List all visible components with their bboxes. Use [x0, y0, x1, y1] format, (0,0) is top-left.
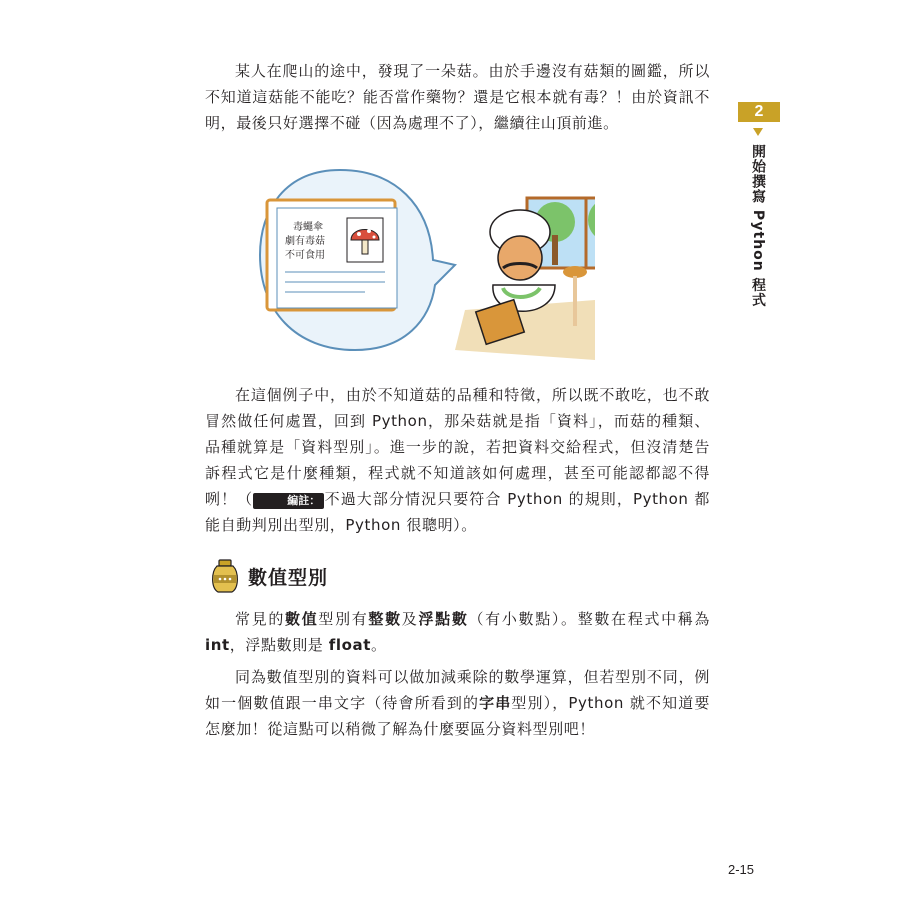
text-span: 型別有: [318, 610, 369, 628]
text-span: 同為數值型別的資料可以做加減乘除的數學運算，但若型別不同，例如一個數值跟一串文字（待會所看到的: [205, 668, 710, 712]
text-span: 。: [371, 636, 387, 654]
text-span: （有小數點）。整數在程式中稱為: [468, 610, 711, 628]
bold-term: 字串: [479, 694, 512, 712]
bold-term: 整數: [368, 610, 402, 628]
thought-bubble: [260, 170, 455, 350]
bold-term: float: [328, 636, 372, 654]
bold-term: 數值: [285, 610, 319, 628]
intro-text: 某人在爬山的途中，發現了一朵菇。由於手邊沒有菇類的圖鑑，所以不知道這菇能不能吃？能否當作藥物？還是它根本就有毒？！由於資訊不明，最後只好選擇不碰（因為處理不了），繼續往山頂前進。: [205, 62, 710, 132]
chapter-tab: [738, 102, 780, 122]
chapter-title: 開始撰寫 Python 程式: [750, 144, 766, 308]
book-line-2: 劇有毒菇: [285, 236, 325, 247]
mushroom-book-illustration: [255, 160, 595, 360]
section-heading: [210, 556, 328, 596]
book-line-3: 不可食用: [285, 250, 325, 261]
explanation-paragraph: [205, 382, 710, 538]
jar-icon: [210, 558, 240, 594]
numeric-types-paragraph: [205, 606, 710, 658]
bold-term: int: [205, 636, 230, 654]
explanation-text: [205, 382, 710, 538]
type-mismatch-paragraph: [205, 664, 710, 742]
intro-paragraph: [205, 58, 710, 136]
type-mismatch-text: [205, 664, 710, 742]
book-line-1: 毒蠅傘: [293, 222, 323, 233]
editor-note-badge: 編註：: [253, 493, 324, 509]
numeric-types-text: [205, 606, 710, 658]
bold-term: 浮點數: [418, 610, 469, 628]
text-span: 及: [401, 610, 419, 628]
explanation-main: 在這個例子中，由於不知道菇的品種和特徵，所以既不敢吃，也不敢冒然做任何處置，回到 Python，那朵菇就是指「資料」，而菇的種類、品種就算是「資料型別」。進一步的說，若把資料交給程式，但沒清楚告訴程式它是什麼種類，程式就不知道該如何處理，甚至可能認都認不得咧！（: [205, 386, 710, 508]
editor-note-text: 不過大部分情況只要符合 Python 的規則，Python 都能自動判別出型別，Python 很聰明）。: [205, 490, 710, 534]
text-span: 型別），Python 就不知道要怎麼加！從這點可以稍微了解為什麼要區分資料型別吧！: [205, 694, 711, 738]
chapter-number: 2: [754, 103, 764, 120]
page-number: 2-15: [728, 862, 755, 877]
section-title: 數值型別: [248, 566, 329, 589]
chapter-arrow-icon: [753, 128, 763, 136]
text-span: ，浮點數則是: [229, 636, 329, 654]
text-span: 常見的: [235, 610, 286, 628]
